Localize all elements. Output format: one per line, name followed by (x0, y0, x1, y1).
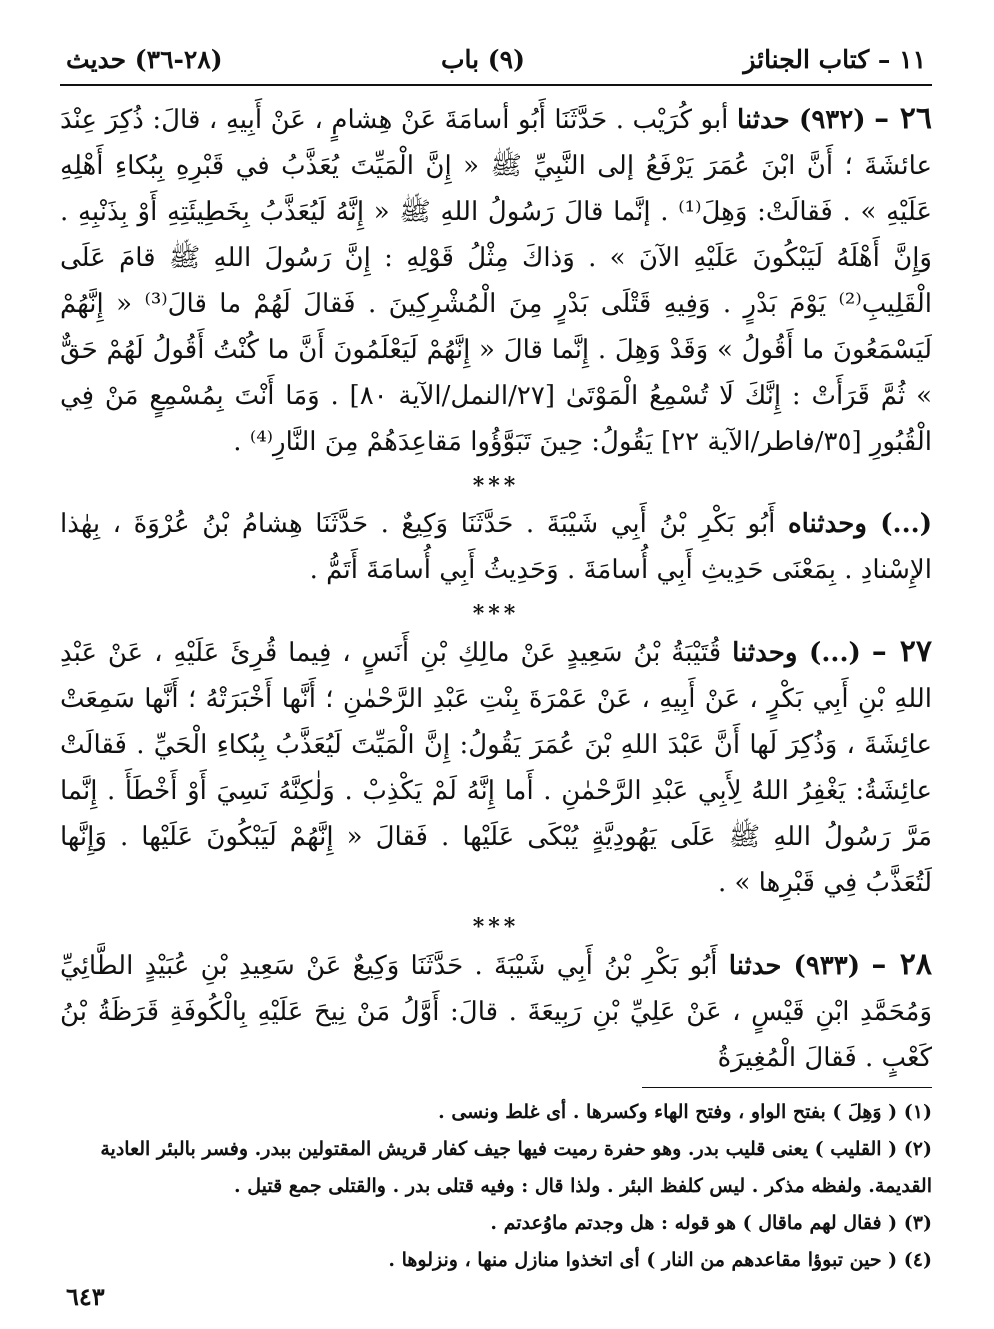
hadith-number: ٢٨ – (871, 947, 932, 982)
hadith-26-variant (60, 501, 932, 593)
page-number: ٦٤٣ (66, 1282, 105, 1311)
bab-label: (٩) باب (440, 44, 525, 74)
hadith-number: ٢٦ – (874, 101, 932, 136)
hadith-27 (60, 629, 932, 906)
hadith-28 (60, 942, 932, 1081)
chapter-title: ١١ – كتاب الجنائز (743, 44, 926, 74)
footnote-3: (٣) ( فقال لهم ماقال ) هو قوله : هل وجدتم ماوُعدتم . (490, 1212, 932, 1234)
footnote-1: (١) ( وَهِلَ ) بفتح الواو ، وفتح الهاء وكسرها . أى غلط ونسى . (438, 1101, 932, 1123)
hadith-body: أَبُو بَكْرِ بْنُ أَبِي شَيْبَةَ . حَدَّثَنَا وَكِيعٌ . حَدَّثَنَا هِشامُ بْنُ عُرْوَةَ ، بِهٰذا الإِسْنادِ . بِمَعْنَى حَدِيثِ أَبِي أُسامَةَ . وَحَدِيثُ أَبِي أُسامَةَ أَتَمُّ . (60, 509, 932, 585)
hadith-range: (٢٨-٣٦) حديث (66, 44, 223, 74)
hadith-lead: (٩٣٢) حدثنا (736, 105, 866, 135)
hadith-lead: (...) وحدثناه (787, 509, 932, 539)
hadith-body: أَبُو بَكْرِ بْنُ أَبِي شَيْبَةَ . حَدَّثَنَا وَكِيعٌ عَنْ سَعِيدِ بْنِ عُبَيْدٍ الطَّائِيِّ وَمُحَمَّدِ ابْنِ قَيْسٍ ، عَنْ عَلِيِّ بْنِ رَبِيعَةَ . قالَ: أَوَّلُ مَنْ نِيحَ عَلَيْهِ بِالْكُوفَةِ قَرَظَةُ بْنُ كَعْبٍ . فَقالَ الْمُغِيرَةُ (60, 951, 932, 1073)
hadith-number: ٢٧ – (871, 634, 932, 669)
section-separator: *** (472, 601, 520, 627)
section-separator: *** (472, 914, 520, 940)
book-page (60, 34, 932, 1294)
running-header (60, 34, 932, 86)
section-separator: *** (472, 473, 520, 499)
hadith-text (60, 96, 932, 1081)
hadith-26 (60, 96, 932, 465)
footnote-4: (٤) ( حين تبوؤا مقاعدهم من النار ) أى اتخذوا منازل منها ، ونزلوها . (388, 1249, 932, 1271)
hadith-lead: (٩٣٣) حدثنا (728, 951, 861, 981)
hadith-body: قُتَيْبَةُ بْنُ سَعِيدٍ عَنْ مالِكِ بْنِ أَنَسٍ ، فِيما قُرِئَ عَلَيْهِ ، عَنْ عَبْدِ اللهِ بْنِ أَبِي بَكْرٍ ، عَنْ أَبِيهِ ، عَنْ عَمْرَةَ بِنْتِ عَبْدِ الرَّحْمٰنِ ؛ أَنَّها أَخْبَرَتْهُ ؛ أَنَّها سَمِعَتْ عائِشَةَ ، وَذُكِرَ لَها أَنَّ عَبْدَ اللهِ بْنَ عُمَرَ يَقُولُ: إِنَّ الْمَيِّتَ لَيُعَذَّبُ بِبُكاءِ الْحَيِّ . فَقالَتْ عائِشَةُ: يَغْفِرُ اللهُ لِأَبِي عَبْدِ الرَّحْمٰنِ . أَما إِنَّهُ لَمْ يَكْذِبْ . وَلٰكِنَّهُ نَسِيَ أَوْ أَخْطَأَ . إِنَّما مَرَّ رَسُولُ اللهِ ﷺ عَلَى يَهُودِيَّةٍ يُبْكَى عَلَيْها . فَقالَ « إِنَّهُمْ لَيَبْكُونَ عَلَيْها . وَإِنَّها لَتُعَذَّبُ فِي قَبْرِها » . (60, 638, 932, 898)
hadith-body: أبو كُرَيْب . حَدَّثَنَا أَبُو أسامَةَ عَنْ هِشامٍ ، عَنْ أَبِيهِ ، قالَ: ذُكِرَ عِنْدَ عائشَةَ ؛ أَنَّ ابْنَ عُمَرَ يَرْفَعُ إلى النَّبِيِّ ﷺ « إِنَّ الْمَيِّتَ يُعَذَّبُ في قَبْرِهِ بِبُكاءِ أَهْلِهِ عَلَيْهِ » . فَقالَتْ: وَهِلَ⁽¹⁾ . إنَّما قالَ رَسُولُ اللهِ ﷺ « إِنَّهُ لَيُعَذَّبُ بِخَطِيئَتِهِ أَوْ بِذَنْبِهِ . وَإِنَّ أَهْلَهُ لَيَبْكُونَ عَلَيْهِ الآنَ » . وَذاكَ مِثْلُ قَوْلِهِ : إِنَّ رَسُولَ اللهِ ﷺ قامَ عَلَى الْقَلِيبِ⁽²⁾ يَوْمَ بَدْرٍ . وَفِيهِ قَتْلَى بَدْرٍ مِنَ الْمُشْرِكِينَ . فَقالَ لَهُمْ ما قالَ⁽³⁾ « إِنَّهُمْ لَيَسْمَعُونَ ما أَقُولُ » وَقَدْ وَهِلَ . إِنَّما قالَ « إِنَّهُمْ لَيَعْلَمُونَ أَنَّ ما كُنْتُ أَقُولُ لَهُمْ حَقٌّ » ثُمَّ قَرَأَتْ : إِنَّكَ لَا تُسْمِعُ الْمَوْتَىٰ [٢٧/النمل/الآية ٨٠] . وَمَا أَنْتَ بِمُسْمِعٍ مَنْ فِي الْقُبُورِ [٣٥/فاطر/الآية ٢٢] يَقُولُ: حِينَ تَبَوَّؤُوا مَقاعِدَهُمْ مِنَ النَّارِ⁽⁴⁾ . (60, 105, 932, 457)
hadith-lead: (...) وحدثنا (732, 638, 861, 668)
footnote-2: (٢) ( القليب ) يعنى قليب بدر. وهو حفرة رميت فيها جيف كفار قريش المقتولين ببدر. وفسر بالبئر العادية القديمة. ولفظه مذكر . ليس كلفظ البئر . ولذا قال : وفيه قتلى بدر . والقتلى جمع قتيل . (100, 1138, 932, 1197)
footnotes (60, 1087, 932, 1279)
footnote-rule (642, 1087, 932, 1088)
